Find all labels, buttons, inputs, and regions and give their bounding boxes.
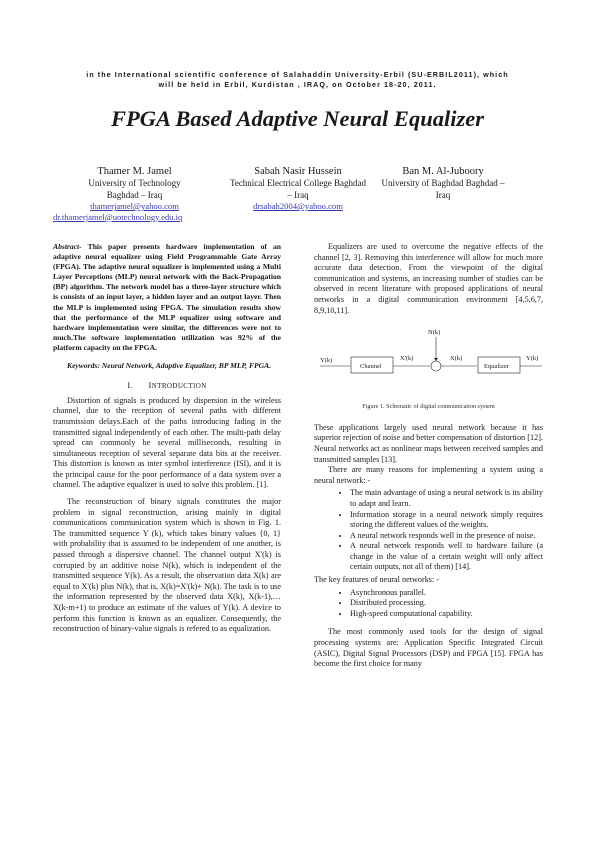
author-affiliation: Technical Electrical College <box>229 178 332 188</box>
author-email-link[interactable]: dr.thamerjamel@uotechnology.edu.iq <box>53 211 183 222</box>
list-item: • A neural network responds well in the presence of noise. <box>350 531 543 542</box>
list-item: • Distributed processing. <box>350 598 543 609</box>
left-column <box>53 242 281 635</box>
author-email-link[interactable]: thamerjamel@yahoo.com <box>90 201 179 211</box>
equalizer-label: Equalizer <box>484 363 509 371</box>
right-after-figure-paragraph: These applications largely used neural network because it has superior rejection of noise and better compensation of distortion [12]. Neural networks act as nonlinear maps between received samples and transmitted samples [13]. <box>314 422 543 464</box>
label-x-prime: X'(k) <box>400 355 414 363</box>
conference-header <box>40 70 555 90</box>
channel-label: Channel <box>360 363 382 371</box>
block-diagram <box>314 328 543 398</box>
abstract-label: Abstract- <box>53 242 82 251</box>
conference-line-2: will be held in Erbil, Kurdistan , IRAQ, on October 18-20, 2011. <box>158 80 437 89</box>
figure-1 <box>314 328 543 398</box>
author-1 <box>72 165 197 213</box>
reasons-intro: There are many reasons for implementing a system using a neural network: - <box>314 465 543 485</box>
list-item: • A neural network responds well to hardware failure (a change in the value of a certain weight will only affect certain outputs, not all of them) [14]. <box>350 541 543 573</box>
features-intro: The key features of neural networks: - <box>314 575 440 585</box>
author-1-email-2 <box>53 212 223 224</box>
features-list <box>314 588 543 620</box>
author-name: Sabah Nasir Hussein <box>254 166 342 177</box>
section-title-rest: NTRODUCTION <box>151 382 207 391</box>
list-item: • The main advantage of using a neural network is its ability to adapt and learn. <box>350 488 543 509</box>
section-initial: I <box>148 380 152 391</box>
label-y-out: Y(k) <box>526 355 539 363</box>
author-email-link[interactable]: drsabah2004@yahoo.com <box>253 201 343 211</box>
arrowhead <box>434 358 438 361</box>
label-x: X(k) <box>450 355 463 363</box>
conference-line-1: in the International scientific conference of Salahaddin University-Erbil (SU-ERBIL2011), which <box>86 70 509 79</box>
author-location: Baghdad – Iraq <box>287 178 367 200</box>
abstract <box>53 242 281 353</box>
author-name: Ban M. Al-Juboory <box>402 166 484 177</box>
paper-title: FPGA Based Adaptive Neural Equalizer <box>111 106 484 131</box>
section-numeral: I. <box>127 380 134 391</box>
list-item: • High-speed computational capability. <box>350 609 543 620</box>
author-affiliation: University of Baghdad <box>381 178 464 188</box>
author-2 <box>228 165 368 213</box>
author-name: Thamer M. Jamel <box>97 166 172 177</box>
intro-paragraph-1: Distortion of signals is produced by dispersion in the wireless channel, due to the reception of several paths with different transmission delays.Each of the paths introducing fading in the transmitted signal independently of each other. The multi-path delay spread can commonly be several milliseconds, resulting in simultaneous reception of several separate data bits at the receiver. This distortion is known as inter symbol interference (ISI), and it is the principal cause for the poor performance of a data system over a channel. The adaptive equalizer is used to solve this problem. [1]. <box>53 395 281 490</box>
right-final-paragraph: The most commonly used tools for the design of signal processing systems are: Application Specific Integrated Circuit (ASIC), Digital Signal Processors (DSP) and FPGA [15]. FPGA has become the first choice for many <box>314 627 543 669</box>
figure-caption: Figure 1. Schematic of digital communication system <box>362 403 495 411</box>
author-affiliation: University of Technology <box>88 178 181 188</box>
abstract-text: This paper presents hardware implementation of an adaptive neural equalizer using Field Programmable Gate Array (FPGA). The adaptive neural equalizer is implemented using a Multi Layer Perceptions (MLP) neural network with the Back-Propagation (BP) algorithm. The network model has a three-layer structure which is consists of an input layer, a hidden layer and an output layer. Then the MLP is implemented using FPGA. The simulation results show that the performance of the MLP equalizer using software and hardware implementation were similar, the differences were not to much.The software implementation utilization was 92% of the platform capacity on the FPGA. <box>53 242 281 352</box>
author-location: Baghdad – Iraq <box>435 178 505 200</box>
right-intro-paragraph: Equalizers are used to overcome the negative effects of the channel [2, 3]. Removing this interference will allow for much more accurate data detection. From the viewpoint of the digital communication and systems, an increasing number of studies can be observed in recent literature with proposed applications of neural networks in a digital communication environment [4,5,6,7, 8,9,10,11]. <box>314 242 543 315</box>
intro-paragraph-2: The reconstruction of binary signals constitutes the major problem in signal reconstruction, arising mainly in digital communications communication system which is shown in Fig. 1. The transmitted sequence Y (k), which takes binary values {0, 1} with probability that is assumed to be independent of one another, is passed through a dispersive channel. The channel output X'(k) is corrupted by an additive noise N(k), which is independent of the transmitted sequence Y(k). As a result, the observation data X(k) are equal to X'(k) plus N(k), that is, X(k)=X'(k)+ N(k). The task is to use the information represented by the observed data X(k), X(k-1),…X(k-m+1) to produce an estimate of the values of Y(k). A device to perform this function is known as an equalizer. Consequently, the reconstruction of binary-value signals is refered to as equalization. <box>53 497 281 634</box>
author-location: Baghdad – Iraq <box>106 189 163 200</box>
author-3 <box>378 165 508 201</box>
adder-circle <box>431 361 441 371</box>
section-heading-introduction <box>53 380 281 392</box>
list-item: • Information storage in a neural network simply requires storing the different values of the weights. <box>350 510 543 531</box>
reasons-list <box>314 488 543 573</box>
label-y-in: Y(k) <box>320 357 333 365</box>
keywords: Keywords: Neural Network, Adaptive Equalizer, BP MLP, FPGA. <box>67 361 272 371</box>
list-item: • Asynchronous parallel. <box>350 588 543 599</box>
right-column <box>314 242 543 670</box>
label-noise: N(k) <box>428 329 441 337</box>
